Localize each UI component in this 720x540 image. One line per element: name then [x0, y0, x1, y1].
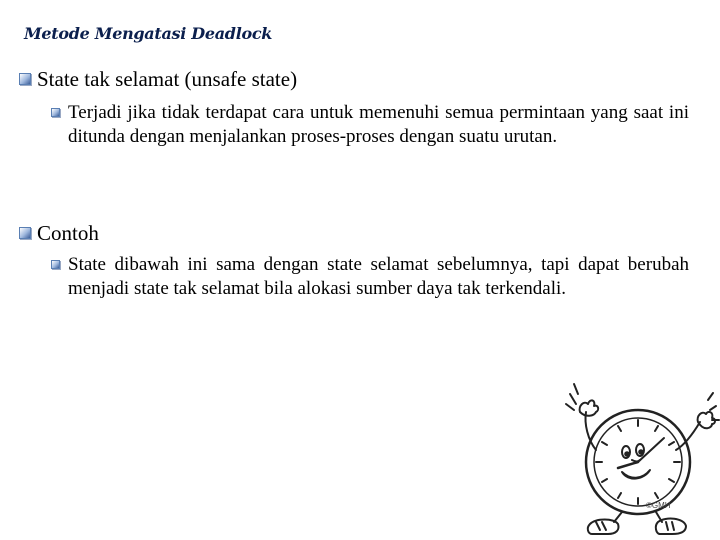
sub-bullet-text: Terjadi jika tidak terdapat cara untuk memenuhi semua permintaan yang saat ini ditunda dengan menjalankan proses-proses dengan suatu urutan. — [68, 102, 689, 147]
svg-text:©GMH: ©GMH — [646, 501, 671, 510]
slide-title: Metode Mengatasi Deadlock — [24, 24, 273, 43]
square-bullet-icon — [19, 73, 31, 85]
sub-bullet-contoh-description — [51, 253, 689, 301]
bullet-text: Contoh — [37, 221, 99, 245]
running-clock-cartoon-icon — [560, 372, 720, 540]
square-bullet-icon — [51, 260, 60, 269]
square-bullet-icon — [51, 108, 60, 117]
bullet-contoh — [19, 220, 99, 246]
bullet-unsafe-state — [19, 66, 297, 92]
sub-bullet-text: State dibawah ini sama dengan state selamat sebelumnya, tapi dapat berubah menjadi state tak selamat bila alokasi sumber daya tak terkendali. — [68, 254, 689, 299]
bullet-text: State tak selamat (unsafe state) — [37, 67, 298, 91]
sub-bullet-unsafe-definition — [51, 101, 689, 149]
square-bullet-icon — [19, 227, 31, 239]
